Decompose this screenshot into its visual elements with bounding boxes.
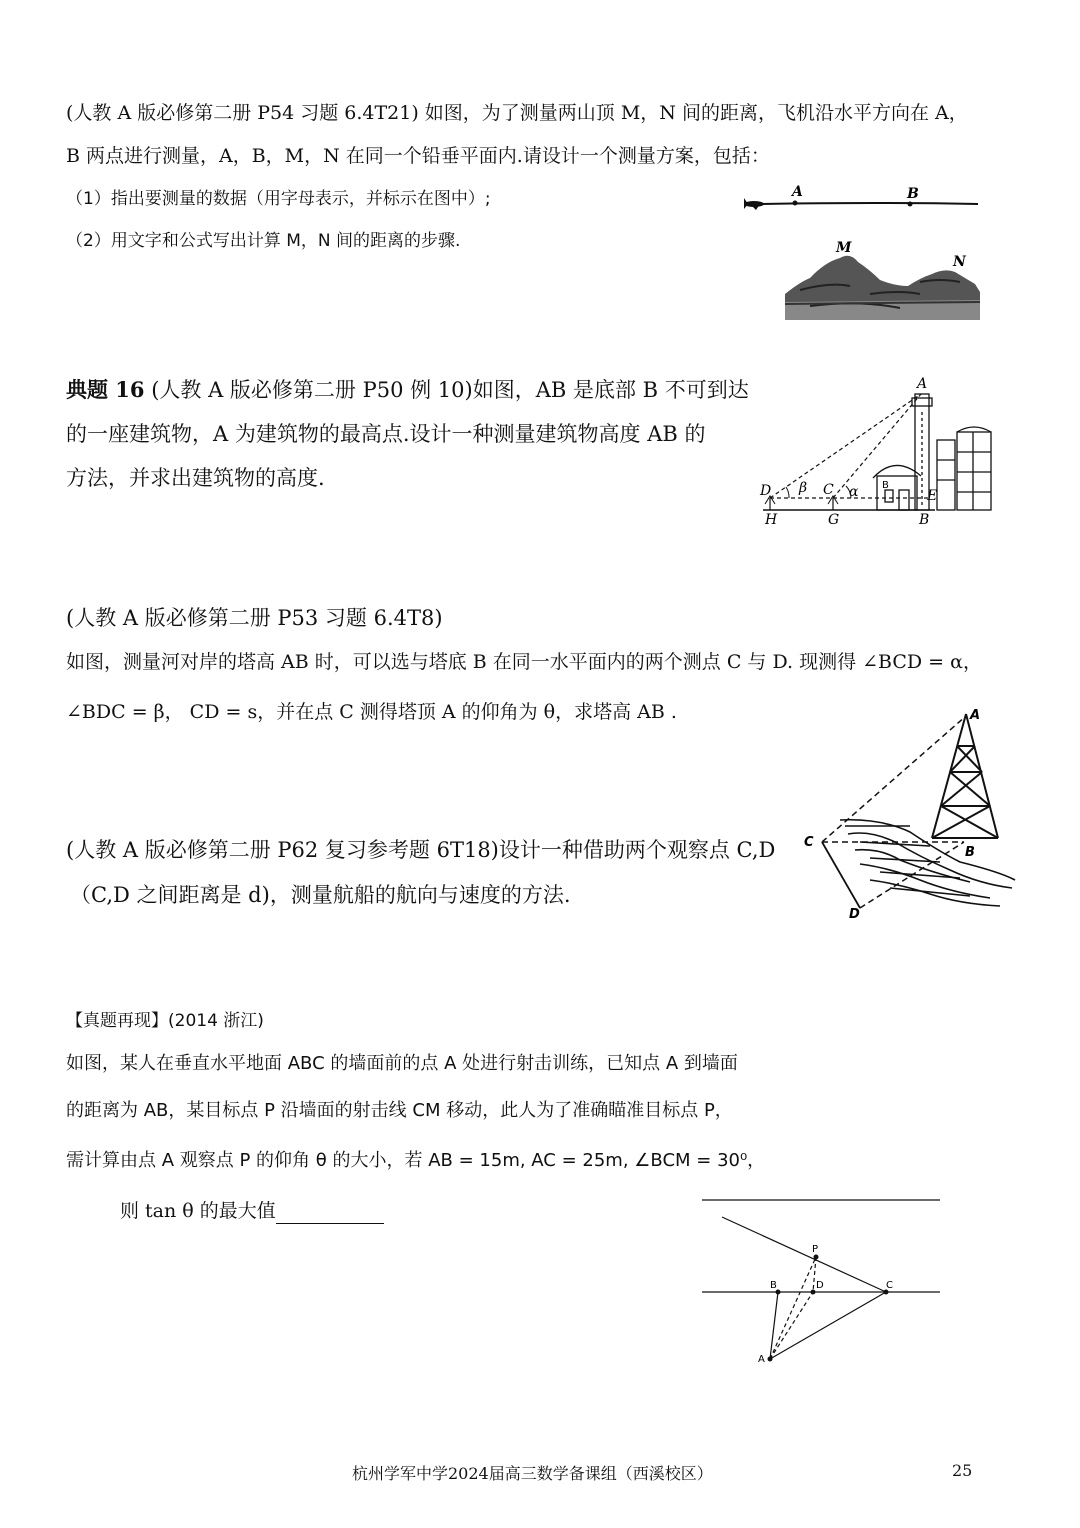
p5-line3: 需计算由点 A 观察点 P 的仰角 θ 的大小，若 AB = 15m, AC = 25m, ∠BCM = 30⁰， <box>66 1150 766 1171</box>
p1-line1: (人教 A 版必修第二册 P54 习题 6.4T21) 如图，为了测量两山顶 M，N 间的距离，飞机沿水平方向在 A， <box>66 102 968 124</box>
figure-tower-river <box>800 702 1030 927</box>
label-beta: β <box>799 480 808 496</box>
label-b: B <box>907 186 919 202</box>
p2-line2: 的一座建筑物，A 为建筑物的最高点.设计一种测量建筑物高度 AB 的 <box>66 422 706 446</box>
label-d: D <box>849 907 860 922</box>
p5-heading: 【真题再现】(2014 浙江) <box>66 1011 264 1031</box>
p2-line1 <box>66 377 749 403</box>
label-m: M <box>836 240 852 256</box>
label-a: A <box>758 1354 765 1365</box>
p2-line3: 方法，并求出建筑物的高度. <box>66 466 325 490</box>
figure-plane-mountains <box>740 182 1040 322</box>
label-a: A <box>970 708 981 723</box>
p5-line2: 的距离为 AB，某目标点 P 沿墙面的射击线 CM 移动，此人为了准确瞄准目标点 P， <box>66 1100 733 1121</box>
p1-item1: （1）指出要测量的数据（用字母表示，并标示在图中）; <box>66 189 491 209</box>
label-a: A <box>917 376 928 392</box>
tower-drawing <box>912 394 932 510</box>
label-b: B <box>770 1280 777 1291</box>
buildings-drawing <box>937 427 991 510</box>
label-d: D <box>816 1280 824 1291</box>
p5-line4-text: 则 tan θ 的最大值 <box>120 1200 276 1222</box>
p2-lead: 典题 16 <box>66 377 145 402</box>
label-c: C <box>886 1280 893 1291</box>
house-drawing <box>873 465 921 510</box>
figure-shooting <box>700 1195 950 1375</box>
figure-building <box>755 372 995 532</box>
point-a <box>768 1357 773 1362</box>
point-b <box>908 202 913 207</box>
answer-blank <box>276 1203 384 1224</box>
p5-line4 <box>120 1198 384 1224</box>
label-a: A <box>792 184 803 200</box>
page-number: 25 <box>952 1461 973 1480</box>
tower-drawing <box>932 714 998 838</box>
label-h: H <box>765 512 778 528</box>
label-b: B <box>965 845 975 860</box>
p3-line3: ∠BDC = β， CD = s，并在点 C 测得塔顶 A 的仰角为 θ，求塔高 AB . <box>66 701 677 723</box>
p4-line2: （C,D 之间距离是 d)，测量航船的航向与速度的方法. <box>70 883 571 907</box>
label-alpha: α <box>849 484 859 500</box>
label-c: C <box>804 835 814 850</box>
label-p: P <box>812 1244 819 1255</box>
mountains-drawing <box>785 256 980 320</box>
label-d: D <box>760 483 772 499</box>
point-d <box>811 1290 816 1295</box>
label-n: N <box>953 254 966 270</box>
p1-item2: （2）用文字和公式写出计算 M，N 间的距离的步骤. <box>66 231 461 251</box>
label-c: C <box>823 482 834 498</box>
footer-text: 杭州学军中学2024届高三数学备课组（西溪校区） <box>352 1464 713 1483</box>
p2-line1-text: (人教 A 版必修第二册 P50 例 10)如图，AB 是底部 B 不可到达 <box>144 378 749 402</box>
label-g: G <box>828 512 840 528</box>
point-p <box>814 1255 819 1260</box>
p3-line2: 如图，测量河对岸的塔高 AB 时，可以选与塔底 B 在同一水平面内的两个测点 C 与 D. 现测得 ∠BCD = α， <box>66 651 982 673</box>
point-a <box>793 201 798 206</box>
p5-line1: 如图，某人在垂直水平地面 ABC 的墙面前的点 A 处进行射击训练，已知点 A 到墙面 <box>66 1053 738 1074</box>
p1-line2: B 两点进行测量，A，B，M，N 在同一个铅垂平面内.请设计一个测量方案，包括： <box>66 145 770 167</box>
p3-line1: (人教 A 版必修第二册 P53 习题 6.4T8) <box>66 606 443 630</box>
label-e: E <box>927 488 938 504</box>
p4-line1: (人教 A 版必修第二册 P62 复习参考题 6T18)设计一种借助两个观察点 C,D <box>66 838 776 862</box>
label-house-b: B <box>882 480 889 491</box>
label-b: B <box>919 512 930 528</box>
